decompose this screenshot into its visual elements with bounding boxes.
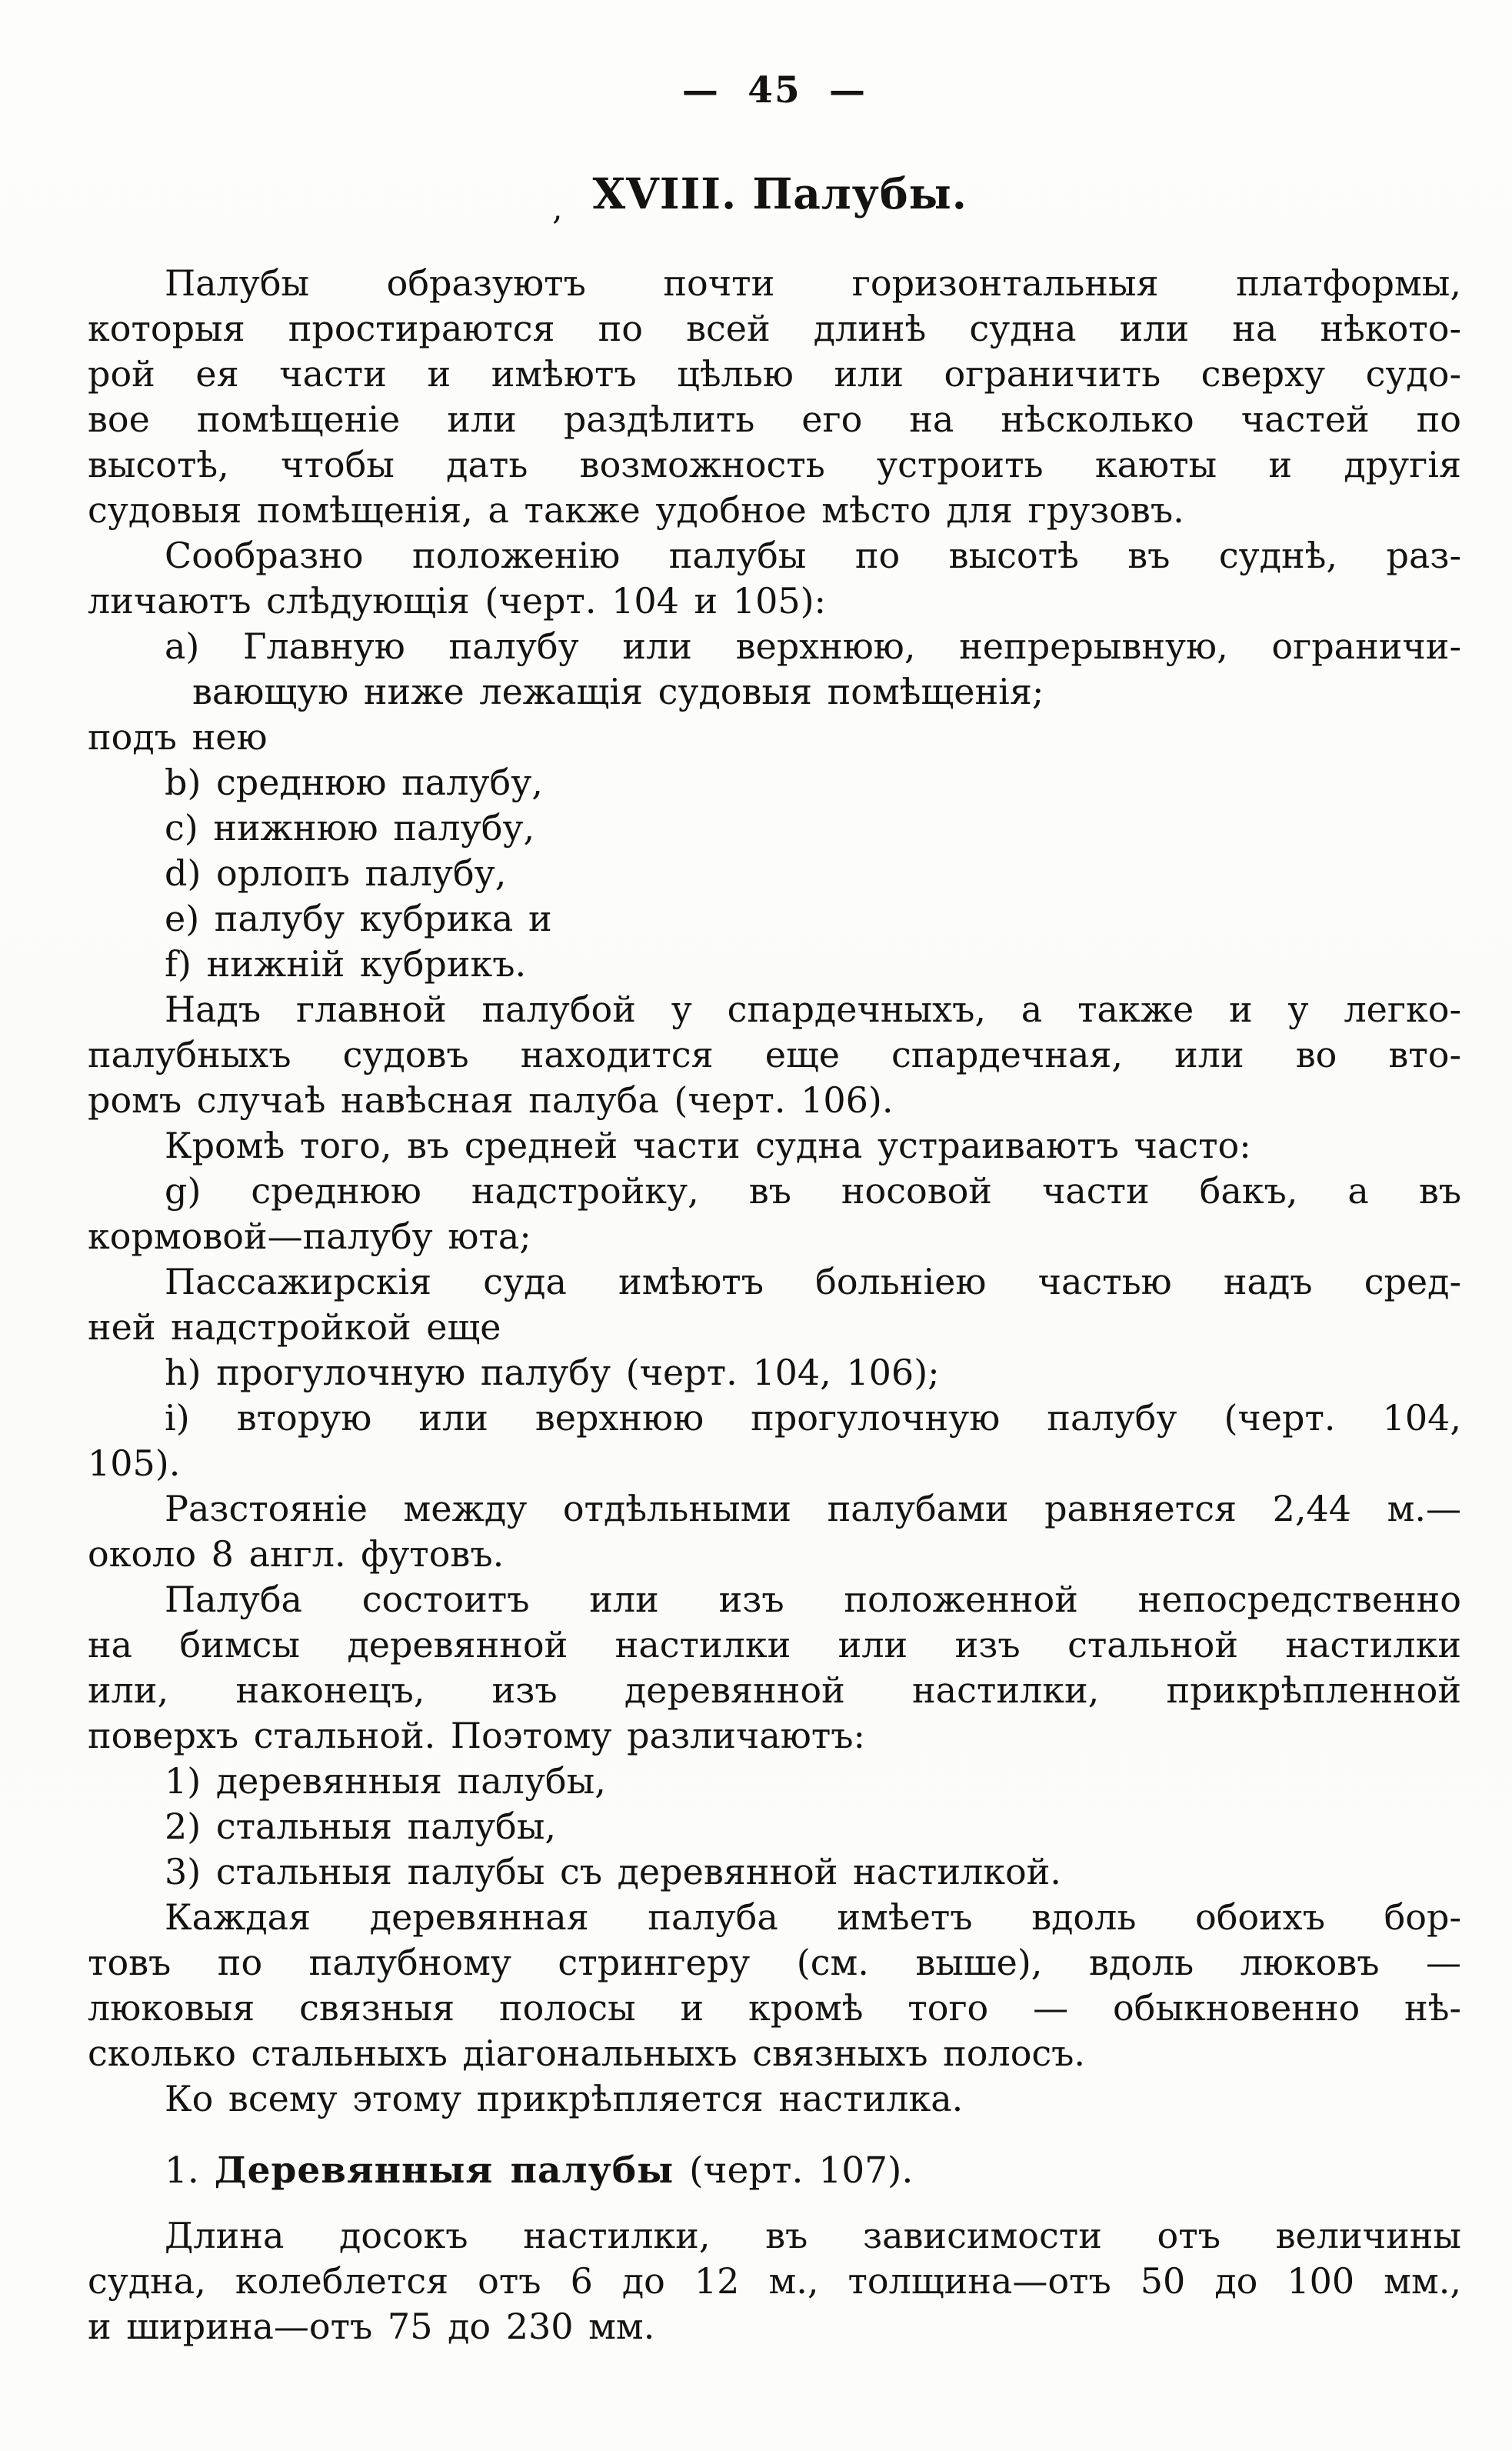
text-line: рой ея части и имѣютъ цѣлью или ограничить сверху судо- bbox=[88, 353, 1461, 395]
text-line: b) среднюю палубу, bbox=[165, 762, 543, 803]
text-line: вающую ниже лежащія судовыя помѣщенія; bbox=[192, 671, 1044, 712]
text-line: f) нижній кубрикъ. bbox=[165, 943, 527, 985]
text-line: Надъ главной палубой у спардечныхъ, а также и у легко- bbox=[165, 989, 1461, 1030]
text-line: Пассажирскія суда имѣютъ больніею частью надъ сред- bbox=[165, 1261, 1461, 1302]
section-title-rest: (черт. 107). bbox=[674, 2149, 914, 2192]
text-line: подъ нею bbox=[88, 716, 268, 758]
section-heading bbox=[88, 2148, 1461, 2193]
text-line: около 8 англ. футовъ. bbox=[88, 1533, 505, 1575]
text-line: Ко всему этому прикрѣпляется настилка. bbox=[165, 2078, 964, 2119]
text-line: d) орлопъ палубу, bbox=[165, 852, 507, 894]
text-line: Разстояніе между отдѣльными палубами равняется 2,44 м.— bbox=[165, 1488, 1461, 1529]
chapter-heading bbox=[88, 168, 1461, 227]
text-line: товъ по палубному стрингеру (см. выше), вдоль люковъ — bbox=[88, 1942, 1461, 1983]
text-line: h) прогулочную палубу (черт. 104, 106); bbox=[165, 1352, 940, 1393]
page-number: — 45 — bbox=[681, 69, 868, 112]
text-line: Кромѣ того, въ средней части судна устраиваютъ часто: bbox=[165, 1125, 1251, 1166]
text-line: Каждая деревянная палуба имѣетъ вдоль обоихъ бор- bbox=[165, 1896, 1461, 1938]
text-line: сколько стальныхъ діагональныхъ связныхъ полосъ. bbox=[88, 2032, 1086, 2074]
text-line: или, наконецъ, изъ деревянной настилки, прикрѣпленной bbox=[88, 1669, 1461, 1711]
chapter-heading-text: XVIII. Палубы. bbox=[592, 168, 967, 218]
text-line: которыя простираются по всей длинѣ судна или на нѣкото- bbox=[88, 308, 1461, 349]
text-line: g) среднюю надстройку, въ носовой части бакъ, а въ bbox=[165, 1170, 1461, 1212]
text-line: палубныхъ судовъ находится еще спардечная, или во вто- bbox=[88, 1034, 1461, 1075]
text-block-upper bbox=[88, 261, 1461, 2122]
text-line: e) палубу кубрика и bbox=[165, 898, 552, 939]
text-line: 1) деревянныя палубы, bbox=[165, 1760, 606, 1802]
text-line: поверхъ стальной. Поэтому различаютъ: bbox=[88, 1715, 866, 1756]
stray-comma-mark: , bbox=[552, 189, 564, 227]
text-line: судна, колеблется отъ 6 до 12 м., толщина—отъ 50 до 100 мм., bbox=[88, 2260, 1461, 2302]
text-line: Палубы образуютъ почти горизонтальныя платформы, bbox=[165, 262, 1461, 304]
text-line: 105). bbox=[88, 1442, 181, 1484]
text-line: Длина досокъ настилки, въ зависимости отъ величины bbox=[165, 2215, 1461, 2256]
section-number: 1. bbox=[165, 2149, 215, 2192]
text-line: Палуба состоитъ или изъ положенной непосредственно bbox=[165, 1579, 1461, 1620]
text-block-lower bbox=[88, 2213, 1461, 2349]
text-line: 3) стальныя палубы съ деревянной настилкой. bbox=[165, 1851, 1061, 1892]
text-line: кормовой—палубу юта; bbox=[88, 1215, 531, 1257]
text-line: a) Главную палубу или верхнюю, непрерывную, ограничи- bbox=[165, 625, 1461, 667]
text-line: люковыя связныя полосы и кромѣ того — обыкновенно нѣ- bbox=[88, 1987, 1461, 2029]
text-line: высотѣ, чтобы дать возможность устроить каюты и другія bbox=[88, 444, 1461, 485]
section-title-bold: Деревянныя палубы bbox=[214, 2149, 674, 2192]
body-text bbox=[88, 261, 1461, 2349]
text-line: ромъ случаѣ навѣсная палуба (черт. 106). bbox=[88, 1079, 894, 1121]
text-line: вое помѣщеніе или раздѣлить его на нѣсколько частей по bbox=[88, 398, 1461, 440]
text-line: c) нижнюю палубу, bbox=[165, 807, 535, 849]
text-line: личаютъ слѣдующія (черт. 104 и 105): bbox=[88, 580, 827, 622]
text-line: судовыя помѣщенія, а также удобное мѣсто для грузовъ. bbox=[88, 489, 1184, 531]
text-line: на бимсы деревянной настилки или изъ стальной настилки bbox=[88, 1624, 1461, 1666]
text-line: i) вторую или верхнюю прогулочную палубу (черт. 104, bbox=[165, 1397, 1461, 1439]
text-line: и ширина—отъ 75 до 230 мм. bbox=[88, 2306, 655, 2347]
text-line: ней надстройкой еще bbox=[88, 1306, 501, 1348]
text-line: 2) стальныя палубы, bbox=[165, 1806, 556, 1847]
text-line: Сообразно положенію палубы по высотѣ въ суднѣ, раз- bbox=[165, 535, 1461, 576]
